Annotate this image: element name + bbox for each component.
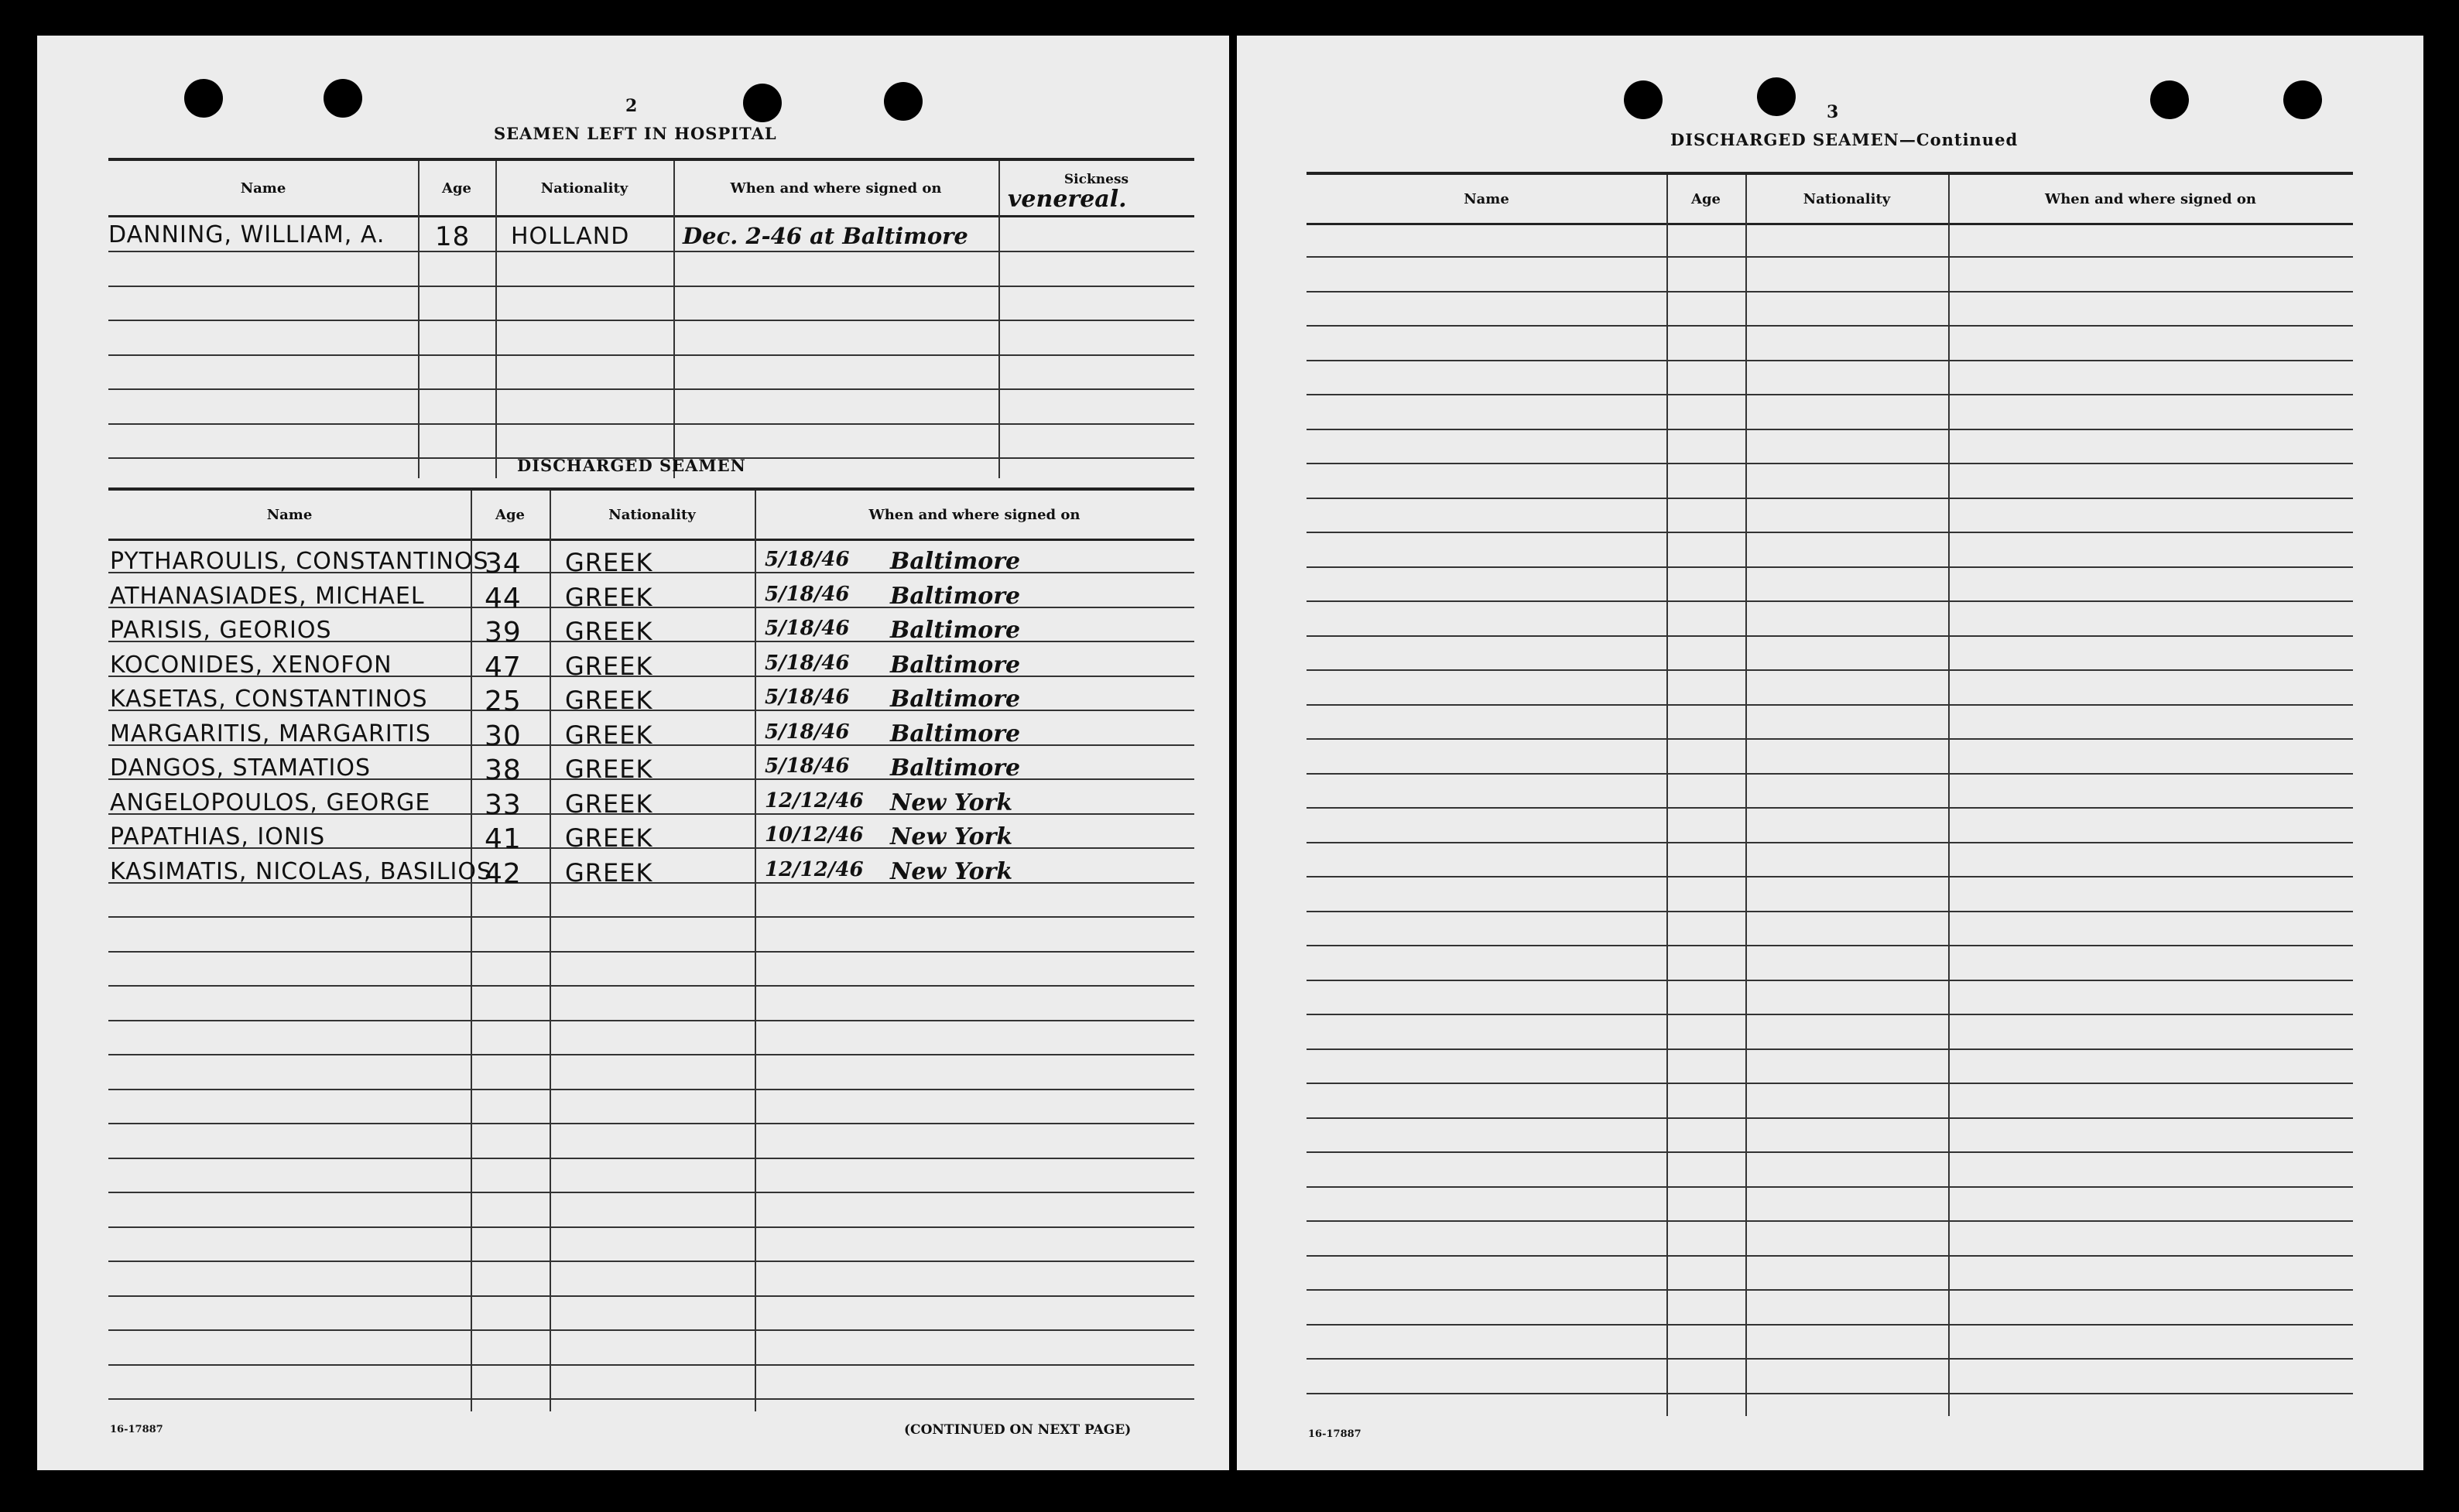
discharged-continued-table	[1307, 172, 2353, 1416]
right-page	[1237, 36, 2423, 1470]
discharged-name-cell: PAPATHIAS, IONIS	[110, 823, 326, 850]
column-header-nationality: Nationality	[540, 180, 628, 197]
discharged-nationality-cell: GREEK	[565, 548, 653, 577]
ruled-line	[1307, 1117, 2353, 1119]
ruled-line	[1307, 1083, 2353, 1084]
ruled-line	[108, 423, 1194, 425]
column-header-signed-on: When and where signed on	[730, 180, 942, 197]
discharged-age-cell: 38	[485, 754, 522, 786]
hospital-nationality-cell: HOLLAND	[511, 223, 630, 250]
discharged-nationality-cell: GREEK	[565, 857, 653, 888]
ruled-line	[108, 1364, 1194, 1366]
discharged-date-cell: 5/18/46	[765, 720, 850, 744]
ruled-line	[1307, 635, 2353, 637]
ruled-line	[1307, 291, 2353, 292]
ruled-line	[1307, 1358, 2353, 1360]
discharged-name-cell: KASETAS, CONSTANTINOS	[110, 686, 428, 713]
punch-hole	[1757, 77, 1796, 116]
discharged-nationality-cell: GREEK	[565, 823, 653, 853]
ruled-line	[108, 251, 1194, 252]
discharged-date-cell: 5/18/46	[765, 686, 850, 709]
discharged-date-cell: 5/18/46	[765, 754, 850, 778]
column-header-sickness: Sickness	[1063, 172, 1129, 187]
hospital-name-cell: DANNING, WILLIAM, A.	[108, 221, 385, 248]
ruled-line	[1307, 807, 2353, 809]
discharged-date-cell: 5/18/46	[765, 582, 850, 606]
ruled-line	[1307, 256, 2353, 258]
discharged-place-cell: New York	[890, 823, 1013, 850]
ruled-line	[1307, 498, 2353, 499]
ruled-line	[1307, 394, 2353, 395]
discharged-date-cell: 5/18/46	[765, 617, 850, 640]
discharged-section-title: DISCHARGED SEAMEN	[517, 456, 746, 475]
hospital-age-cell: 18	[435, 221, 471, 252]
discharged-date-cell: 10/12/46	[765, 823, 864, 847]
ruled-line	[108, 320, 1194, 321]
punch-hole	[184, 79, 223, 118]
punch-hole	[2150, 80, 2189, 119]
discharged-age-cell: 44	[485, 582, 522, 614]
discharged-name-cell: MARGARITIS, MARGARITIS	[110, 720, 431, 747]
ruled-line	[1307, 429, 2353, 430]
discharged-name-cell: ANGELOPOULOS, GEORGE	[110, 788, 431, 816]
punch-hole	[2283, 80, 2322, 119]
ruled-line	[1307, 911, 2353, 912]
page-number: 3	[1827, 102, 1839, 122]
discharged-table-header	[108, 491, 1194, 541]
ruled-line	[1307, 738, 2353, 740]
discharged-age-cell: 39	[485, 617, 522, 648]
ruled-line	[108, 1054, 1194, 1055]
hospital-section-title: SEAMEN LEFT IN HOSPITAL	[494, 124, 777, 143]
ruled-line	[108, 1329, 1194, 1331]
column-header-name: Name	[240, 180, 286, 197]
discharged-age-cell: 42	[485, 857, 522, 890]
ruled-line	[108, 1295, 1194, 1297]
discharged-place-cell: Baltimore	[890, 582, 1021, 610]
ruled-line	[1307, 876, 2353, 877]
discharged-date-cell: 5/18/46	[765, 548, 850, 571]
ruled-line	[108, 1020, 1194, 1021]
ruled-line	[108, 1089, 1194, 1090]
ruled-line	[1307, 945, 2353, 946]
ruled-line	[1307, 1186, 2353, 1188]
discharged-date-cell: 12/12/46	[765, 788, 864, 812]
discharged-place-cell: Baltimore	[890, 651, 1021, 679]
punch-hole	[743, 84, 782, 122]
column-header-nationality: Nationality	[608, 506, 696, 523]
discharged-age-cell: 34	[485, 548, 522, 580]
ruled-line	[108, 1192, 1194, 1193]
column-header-signed-on: When and where signed on	[868, 506, 1081, 523]
punch-hole	[884, 82, 923, 121]
ruled-line	[1307, 566, 2353, 568]
column-header-age: Age	[495, 506, 525, 523]
discharged-name-cell: KASIMATIS, NICOLAS, BASILIOS	[110, 857, 493, 885]
ruled-line	[108, 951, 1194, 953]
ruled-line	[108, 1398, 1194, 1400]
ruled-line	[108, 1226, 1194, 1228]
discharged-name-cell: DANGOS, STAMATIOS	[110, 754, 371, 782]
ruled-line	[108, 354, 1194, 356]
discharged-name-cell: KOCONIDES, XENOFON	[110, 651, 392, 679]
discharged-age-cell: 25	[485, 686, 522, 717]
discharged-place-cell: Baltimore	[890, 686, 1021, 713]
discharged-nationality-cell: GREEK	[565, 582, 653, 612]
ruled-line	[1307, 600, 2353, 602]
punch-hole	[324, 79, 362, 118]
discharged-nationality-cell: GREEK	[565, 686, 653, 715]
ruled-line	[1307, 842, 2353, 843]
ruled-line	[108, 1123, 1194, 1124]
ruled-line	[1307, 704, 2353, 706]
continued-note: (CONTINUED ON NEXT PAGE)	[904, 1422, 1132, 1438]
ruled-line	[1307, 1324, 2353, 1326]
ruled-line	[108, 1261, 1194, 1262]
ruled-line	[1307, 669, 2353, 671]
discharged-name-cell: ATHANASIADES, MICHAEL	[110, 582, 425, 610]
discharged-nationality-cell: GREEK	[565, 788, 653, 819]
column-header-age: Age	[441, 180, 471, 197]
page-number: 2	[625, 96, 638, 116]
ruled-line	[108, 916, 1194, 918]
discharged-table	[108, 487, 1194, 1411]
ruled-line	[1307, 1220, 2353, 1222]
punch-hole	[1624, 80, 1663, 119]
ruled-line	[108, 286, 1194, 287]
left-page	[37, 36, 1229, 1470]
ruled-line	[108, 388, 1194, 390]
discharged-nationality-cell: GREEK	[565, 651, 653, 681]
ruled-line	[1307, 1151, 2353, 1153]
continued-table-header	[1307, 175, 2353, 225]
ruled-line	[1307, 773, 2353, 775]
discharged-date-cell: 5/18/46	[765, 651, 850, 675]
column-header-signed-on: When and where signed on	[2045, 190, 2256, 207]
discharged-continued-title: DISCHARGED SEAMEN—Continued	[1670, 130, 2019, 149]
ruled-line	[1307, 1393, 2353, 1394]
discharged-age-cell: 41	[485, 823, 522, 855]
form-number: 16-17887	[110, 1424, 163, 1435]
discharged-nationality-cell: GREEK	[565, 720, 653, 750]
column-header-name: Name	[266, 506, 313, 523]
hospital-signed-on-cell: Dec. 2-46 at Baltimore	[683, 223, 968, 249]
discharged-place-cell: New York	[890, 857, 1013, 885]
discharged-place-cell: New York	[890, 788, 1013, 816]
column-header-name: Name	[1464, 190, 1509, 207]
ruled-line	[1307, 325, 2353, 327]
discharged-age-cell: 33	[485, 788, 522, 821]
discharged-place-cell: Baltimore	[890, 754, 1021, 782]
discharged-name-cell: PARISIS, GEORIOS	[110, 617, 332, 644]
ruled-line	[108, 1158, 1194, 1159]
ruled-line	[1307, 532, 2353, 533]
hospital-table	[108, 158, 1194, 478]
ruled-line	[1307, 463, 2353, 464]
discharged-age-cell: 30	[485, 720, 522, 752]
hospital-sickness-cell: venereal.	[1008, 186, 1127, 213]
ruled-line	[108, 985, 1194, 987]
column-header-nationality: Nationality	[1803, 190, 1891, 207]
discharged-place-cell: Baltimore	[890, 548, 1021, 575]
form-number: 16-17887	[1308, 1428, 1361, 1440]
column-header-age: Age	[1690, 190, 1721, 207]
discharged-place-cell: Baltimore	[890, 720, 1021, 747]
ruled-line	[1307, 1048, 2353, 1050]
ruled-line	[1307, 1289, 2353, 1291]
ruled-line	[1307, 360, 2353, 361]
ruled-line	[1307, 1014, 2353, 1015]
ruled-line	[1307, 1255, 2353, 1257]
ruled-line	[1307, 980, 2353, 981]
discharged-age-cell: 47	[485, 651, 522, 683]
discharged-place-cell: Baltimore	[890, 617, 1021, 644]
discharged-nationality-cell: GREEK	[565, 754, 653, 784]
discharged-name-cell: PYTHAROULIS, CONSTANTINOS	[110, 548, 489, 575]
discharged-nationality-cell: GREEK	[565, 617, 653, 646]
discharged-date-cell: 12/12/46	[765, 857, 864, 881]
